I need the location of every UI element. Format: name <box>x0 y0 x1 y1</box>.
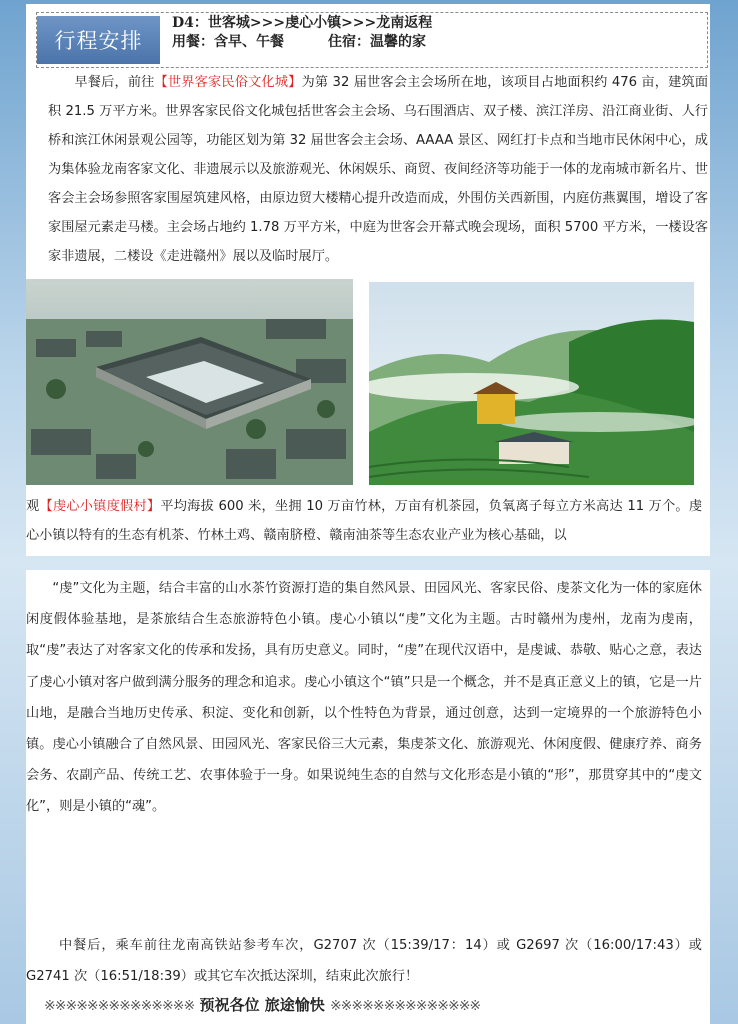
paragraph-return-trip: 中餐后，乘车前往龙南高铁站参考车次，G2707 次（15:39/17：14）或 G2697 次（16:00/17:43）或 G2741 次（16:51/18:39）或其它车次抵达深圳，结束此次旅行！ <box>26 938 702 984</box>
page-bottom <box>26 570 710 1024</box>
highlight-world-hakka-city: 【世界客家民俗文化城】 <box>154 75 302 90</box>
day-title: D4：世客城>>>虔心小镇>>>龙南返程 <box>172 15 433 31</box>
farewell-footer <box>44 994 704 1015</box>
meal-info: 用餐：含早、午餐 <box>172 34 284 50</box>
farewell-text: 预祝各位 旅途愉快 <box>199 996 325 1014</box>
misty-mountain-photo <box>369 282 694 485</box>
para1-body: 为第 32 届世客会主会场所在地，该项目占地面积约 476 亩，建筑面积 21.5 万平方米。世界客家民俗文化城包括世客会主会场、乌石围酒店、双子楼、滨江洋房、沿江商业街、人行桥和滨江休闲景观公园等，功能区划为第 32 届世客会主会场、AAAA 景区、网红打卡点和当地市民休闲中心，成为集体验龙南客家文化、非遗展示以及旅游观光、休闲娱乐、商贸、夜间经济等功能于一体的龙南城市新名片、世客会主会场参照客家围屋筑建风格，由原边贸大楼精心提升改造而成，外围仿关西新围，内庭仿燕翼围，增设了客家围屋元素走马楼。主会场占地约 1.78 万平方米，中庭为世客会开幕式晚会现场，面积 5700 平方米，一楼设客家非遗展，二楼设《走进赣州》展以及临时展厅。 <box>48 75 709 264</box>
footer-stars-left: ※※※※※※※※※※※※※※ <box>44 998 195 1014</box>
para2-lead: 观 <box>26 499 40 514</box>
paragraph-qianxin-town <box>26 492 702 550</box>
stay-info: 住宿：温馨的家 <box>328 34 426 50</box>
paragraph-qian-culture: “虔”文化为主题，结合丰富的山水茶竹资源打造的集自然风景、田园风光、客家民俗、虔茶文化为一体的家庭休闲度假体验基地，是茶旅结合生态旅游特色小镇。虔心小镇以“虔”文化为主题。古时赣州为虔州，龙南为虔南，取“虔”表达了对客家文化的传承和发扬，具有历史意义。同时，“虔”在现代汉语中，是虔诚、恭敬、贴心之意，表达了虔心小镇对客户做到满分服务的理念和追求。虔心小镇这个“镇”只是一个概念，并不是真正意义上的镇，它是一片山地，是融合当地历史传承、积淀、变化和创新，以个性特色为背景，通过创意，达到一定境界的一个旅游特色小镇。虔心小镇融合了自然风景、田园风光、客家民俗三大元素，集虔茶文化、旅游观光、休闲度假、健康疗养、商务会务、农副产品、传统工艺、农事体验于一身。如果说纯生态的自然与文化形态是小镇的“形”，那贯穿其中的“虔文化”，则是小镇的“魂”。 <box>26 581 702 815</box>
page-top <box>26 4 710 556</box>
header-details <box>172 14 432 52</box>
para1-lead: 早餐后，前往 <box>74 75 155 90</box>
aerial-courtyard-photo <box>26 279 353 485</box>
para2-body: 平均海拔 600 米，坐拥 10 万亩竹林，万亩有机茶园，负氧离子每立方米高达 11 万个。虔心小镇以特有的生态有机茶、竹林土鸡、赣南脐橙、赣南油茶等生态农业产业为核心基础，以 <box>26 499 703 543</box>
itinerary-label: 行程安排 <box>37 16 160 64</box>
meal-stay-row <box>172 33 432 52</box>
paragraph-world-hakka-city <box>48 68 708 271</box>
highlight-qianxin-resort: 【虔心小镇度假村】 <box>39 499 161 514</box>
footer-stars-right: ※※※※※※※※※※※※※※ <box>329 998 481 1014</box>
